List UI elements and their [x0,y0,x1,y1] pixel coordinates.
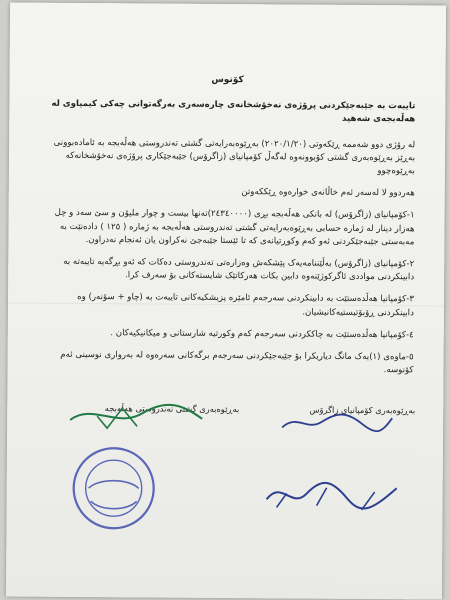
official-stamp-graphic [68,443,159,534]
blue-handwritten-name [256,469,406,520]
document-title: کۆنوس [211,74,244,86]
signature-label-health-director: بەڕێوەبەری گشتی تەندروستی هەڵەبجە [104,403,240,415]
paragraph-point-1: ١-کۆمپانیای (زاگرۆس) لە بانکی هەڵەبجە بڕی (٢٤٣٤٠٠٠٠)تەنها بیست و چوار ملیۆن و سێ سەد و چل هەزار دینار لە ژمارە حسابی بەڕێوەبەرایەتی گشتی تەندروستی هەڵەبجە بە ژمارە ( ١٢٥ ) دادەنێت بە مەبەستی جێبەجێکردنی ئەو کەم وکوڕتیانەی کە تا ئێستا جێبەجێ نەکراون یان ئەنجام نەدراون. [54,208,415,248]
document-subject: تایبەت بە جێبەجێکردنی پرۆژەی نەخۆشخانەی چارەسەری بەرگەتوانی چەکی کیمیاوی لە هەڵەبجەی شەهید [51,98,416,125]
paragraph-point-2: ٢-کۆمپانیای (زاگرۆس) بەڵێننامەیەک پێشکەش وەزارەتی تەندروستی دەکات کە ئەو بڕگەیە تایبەتە بە دابینکردنی مواددی ئاگرکوژێنەوە دابین بکات هەرکاتێک شایستەکانی بۆ سەرف کرا. [63,256,415,283]
paragraph-agreement-intro: هەردوو لا لەسەر ئەم خاڵانەی خوارەوە ڕێککەوتن [241,187,415,199]
paragraph-point-3: ٣-کۆمپانیا هەڵدەستێت بە دابینکردنی سەرجەم ئامێرە پزیشکیەکانی تایبەت بە (چاو + سۆنەر) وە دابینکردنی ڕۆبۆتیستیەکانیشیان. [77,292,415,318]
document-body [37,73,415,387]
signature-label-company-director: بەڕێوەبەری کۆمپانیای زاگرۆس [309,404,416,416]
paragraph-point-4: ٤-کۆمپانیا هەڵدەستێت بە چاککردنی سەرجەم کەم وکورتیە شارستانی و میکانیکیەکان . [110,328,414,341]
blue-signature-graphic [277,409,397,435]
paragraph-meeting: لە رۆژی دوو شەممە ڕێکەوتی (٢٠٢٠/١/٢٠) بەڕێوەبەرایەتی گشتی تەندروستی هەڵەبجە بە ئامادەبوونی بەڕێز بەڕێوەبەری گشتی کۆبوونەوە لەگەڵ کۆمپانیای (زاگرۆس) جێبەجێکاری پرۆژەی نەخۆشخانەکە بەڕێوەچوو [53,137,416,177]
paragraph-point-5: ٥-ماوەی (١)یەک مانگ دیاریکرا بۆ جێبەجێکردنی سەرجەم برگەکانی سەرەوە لە بەرواری نوسینی ئەم کۆنوسە. [60,349,414,376]
green-signature-graphic [62,398,212,439]
document-page [6,2,446,599]
